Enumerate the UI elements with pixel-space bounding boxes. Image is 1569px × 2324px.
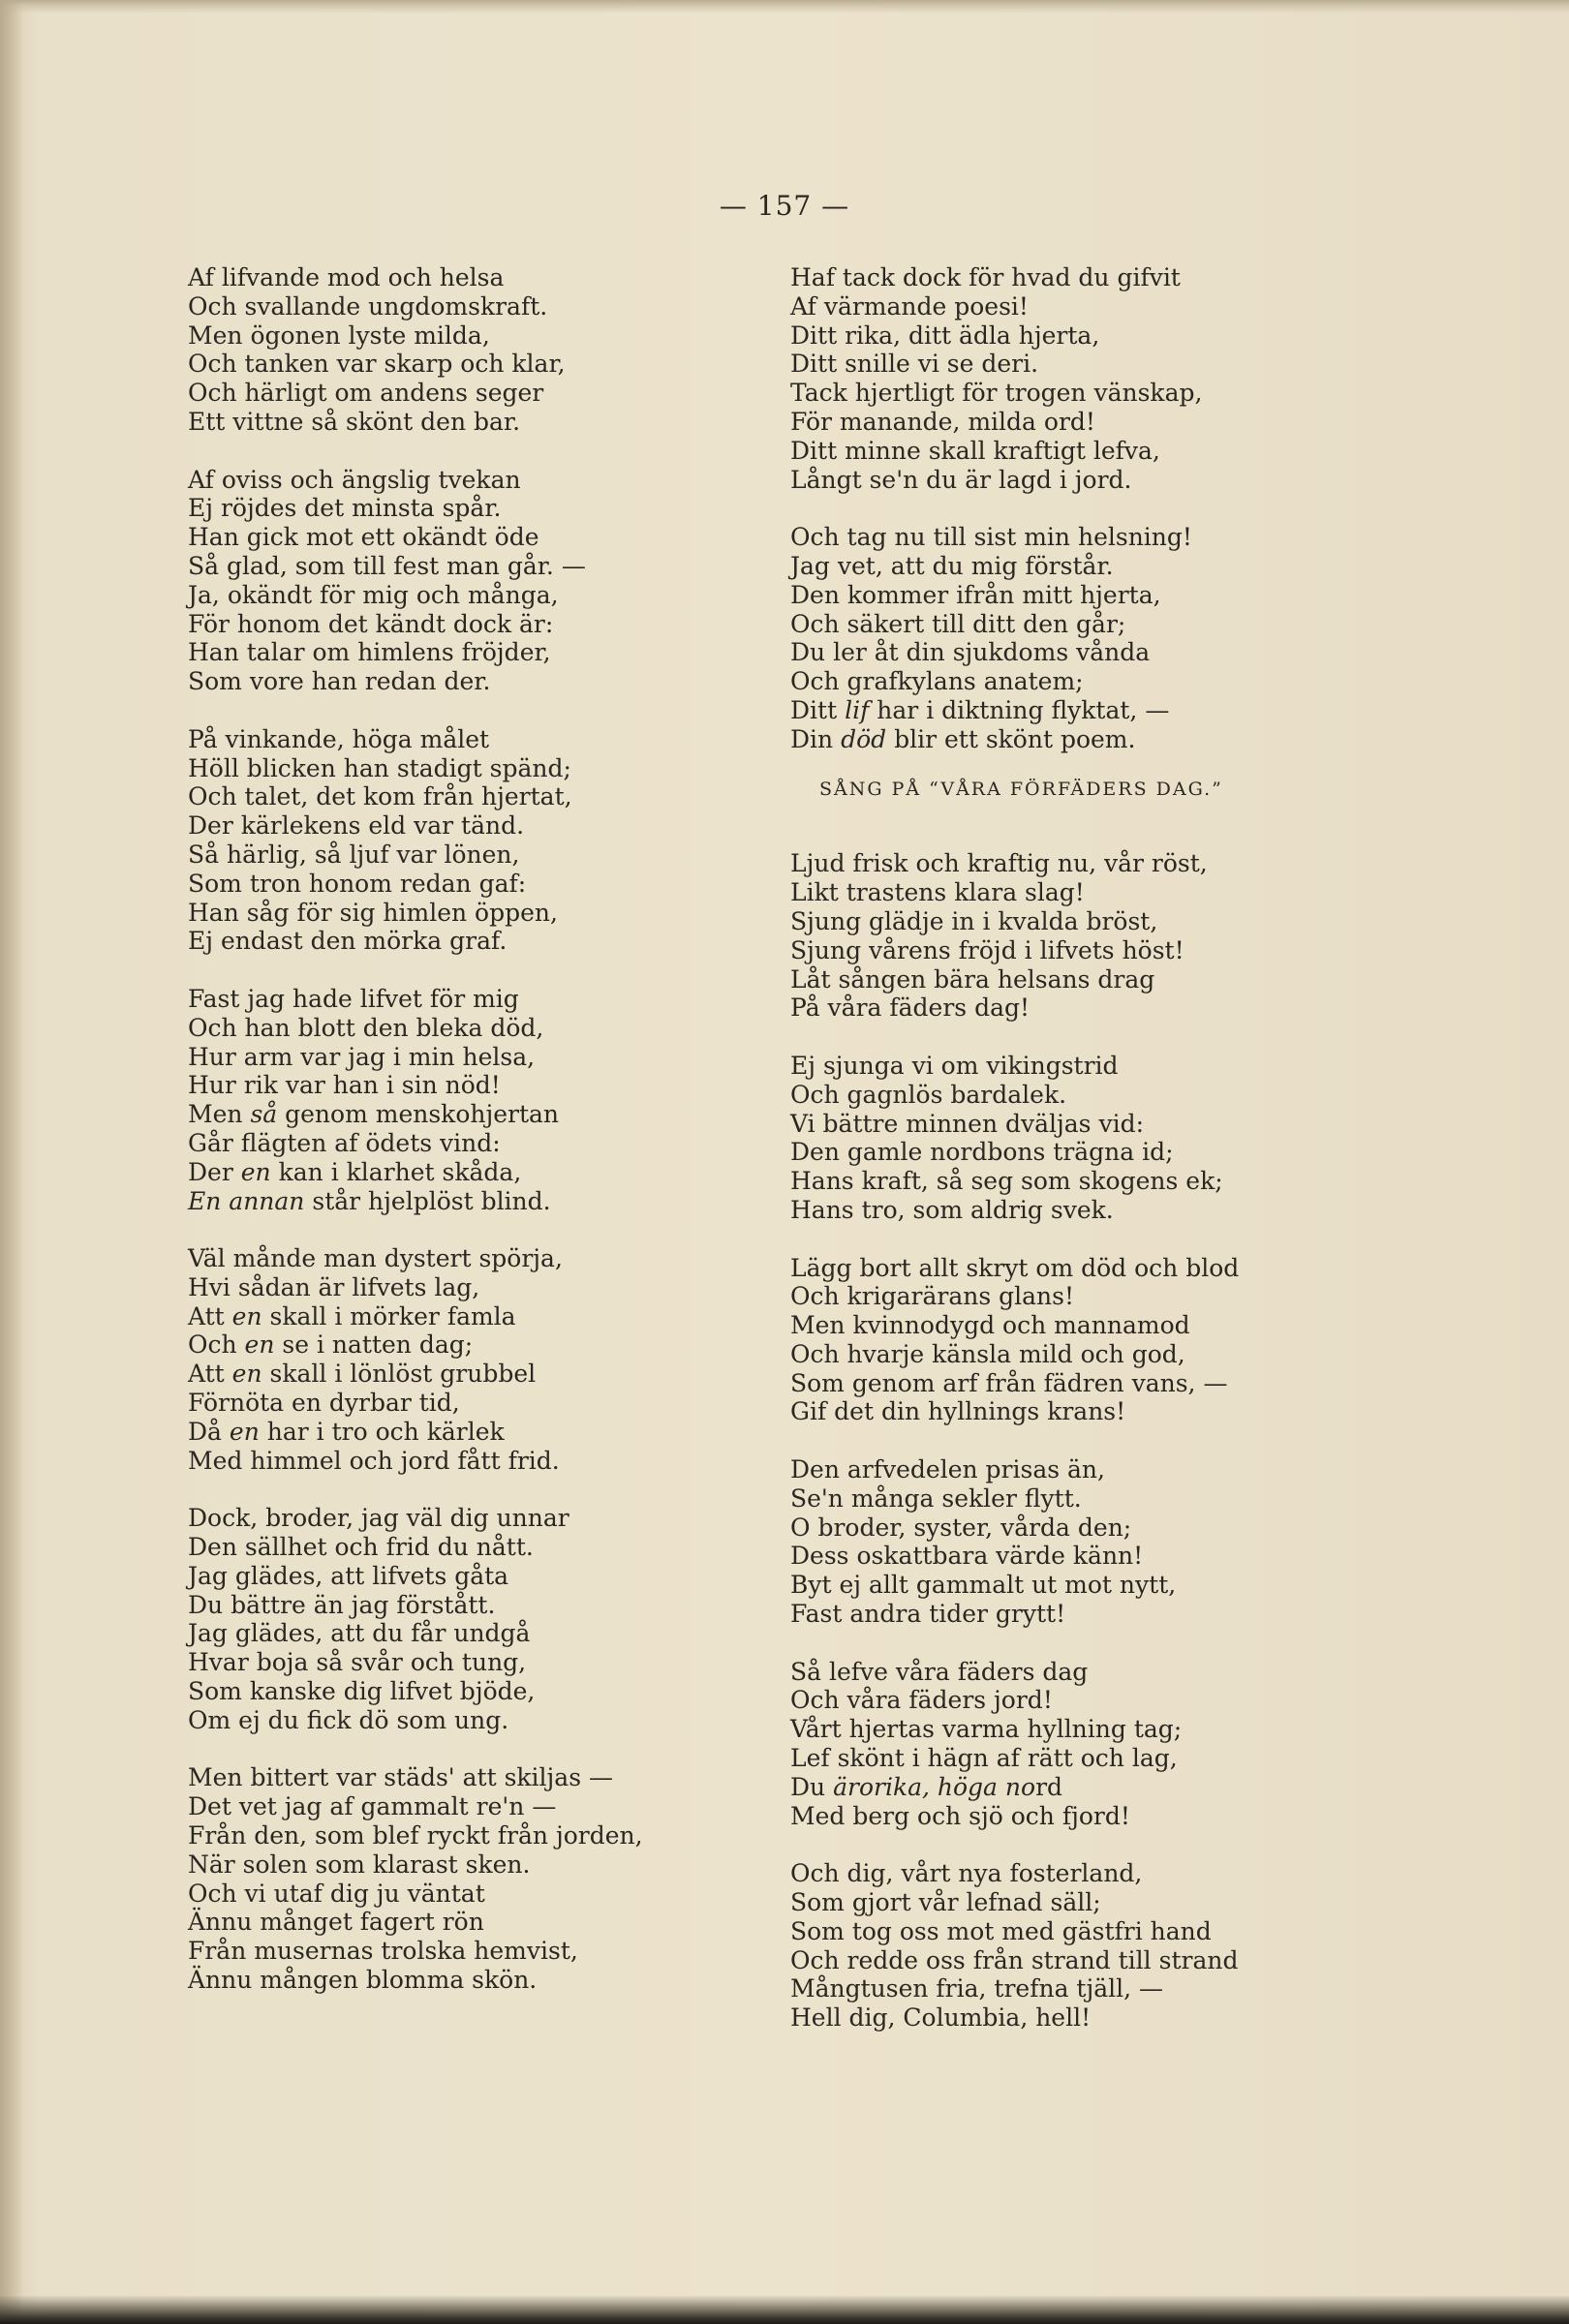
stanza: [790, 1859, 1333, 2033]
poem-line: Den gamle nordbons trägna id;: [790, 1138, 1174, 1167]
poem-line: Och en se i natten dag;: [188, 1330, 474, 1360]
poem-line: Och talet, det kom från hjertat,: [188, 782, 572, 811]
poem-line: O broder, syster, vårda den;: [790, 1513, 1132, 1542]
poem-line: Den sällhet och frid du nått.: [188, 1533, 534, 1562]
poem-line: Det vet jag af gammalt re'n —: [188, 1792, 557, 1821]
poem-line: Sjung glädje in i kvalda bröst,: [790, 906, 1158, 935]
poem-line: Fast jag hade lifvet för mig: [188, 984, 519, 1013]
poem-ending: [790, 263, 1333, 754]
poem-line: Ljud frisk och kraftig nu, vår röst,: [790, 849, 1208, 878]
poem-line: Men så genom menskohjertan: [188, 1100, 560, 1129]
page-top-edge: [0, 0, 1569, 14]
poem-line: Vi bättre minnen dväljas vid:: [790, 1109, 1145, 1138]
poem-line: Och krigarärans glans!: [790, 1282, 1075, 1311]
poem-line: Och gagnlös bardalek.: [790, 1080, 1067, 1109]
stanza: [188, 725, 750, 956]
poem-line: Med himmel och jord fått frid.: [188, 1446, 560, 1475]
poem-line: Från musernas trolska hemvist,: [188, 1937, 578, 1966]
poem-line: Som tog oss mot med gästfri hand: [790, 1916, 1212, 1945]
poem-line: Och redde oss från strand till strand: [790, 1945, 1239, 1974]
poem-line: Som genom arf från fädren vans, —: [790, 1368, 1228, 1397]
poem-line: Af lifvande mod och helsa: [188, 263, 505, 291]
poem-line: När solen som klarast sken.: [188, 1850, 531, 1879]
poem-line: Och han blott den bleka död,: [188, 1013, 544, 1042]
poem-line: Hvar boja så svår och tung,: [188, 1648, 527, 1677]
stanza: [188, 1504, 750, 1734]
poem-line: Och vi utaf dig ju väntat: [188, 1879, 485, 1908]
poem-line: Han såg för sig himlen öppen,: [188, 898, 558, 927]
song-poem: [790, 849, 1333, 2033]
poem-line: Ditt rika, ditt ädla hjerta,: [790, 321, 1100, 350]
poem-line: Den arfvedelen prisas än,: [790, 1455, 1105, 1484]
poem-line: Men bittert var städs' att skiljas —: [188, 1763, 613, 1792]
poem-line: Du bättre än jag förstått.: [188, 1590, 496, 1619]
poem-line: Som gjort vår lefnad säll;: [790, 1888, 1101, 1917]
poem-line: Ännu mången blomma skön.: [188, 1966, 538, 1995]
poem-line: Den kommer ifrån mitt hjerta,: [790, 580, 1161, 609]
stanza: [188, 1244, 750, 1475]
poem-line: Ej endast den mörka graf.: [188, 927, 508, 956]
poem-line: Och våra fäders jord!: [790, 1686, 1053, 1715]
poem-line: Att en skall i mörker famla: [188, 1301, 516, 1330]
poem-line: Der kärlekens eld var tänd.: [188, 811, 525, 841]
poem-line: Af värmande poesi!: [790, 291, 1029, 321]
poem-line: Din död blir ett skönt poem.: [790, 724, 1136, 753]
poem-line: En annan står hjelplöst blind.: [188, 1186, 551, 1215]
page-binding-shadow: [0, 0, 23, 2324]
poem-line: Lef skönt i hägn af rätt och lag,: [790, 1744, 1178, 1773]
poem-line: Haf tack dock för hvad du gifvit: [790, 263, 1181, 291]
poem-line: Du ler åt din sjukdoms vånda: [790, 638, 1151, 667]
poem-line: Men ögonen lyste milda,: [188, 321, 490, 350]
poem-line: Mångtusen fria, trefna tjäll, —: [790, 1974, 1164, 2003]
poem-line: Han gick mot ett okändt öde: [188, 523, 539, 552]
poem-line: Hell dig, Columbia, hell!: [790, 2003, 1092, 2033]
poem-line: Hans kraft, så seg som skogens ek;: [790, 1167, 1223, 1196]
poem-line: Och säkert till ditt den går;: [790, 609, 1126, 638]
stanza: [790, 1455, 1333, 1629]
poem-line: Väl månde man dystert spörja,: [188, 1244, 563, 1273]
poem-line: Jag glädes, att du får undgå: [188, 1619, 531, 1648]
poem-line: Se'n många sekler flytt.: [790, 1483, 1082, 1513]
stanza: [790, 1658, 1333, 1831]
poem-line: Fast andra tider grytt!: [790, 1600, 1066, 1629]
poem-line: Dock, broder, jag väl dig unnar: [188, 1504, 569, 1533]
stanza: [790, 849, 1333, 1023]
stanza: [790, 523, 1333, 753]
poem-line: Låt sången bära helsans drag: [790, 964, 1155, 994]
poem-line: Så glad, som till fest man går. —: [188, 551, 586, 580]
poem-line: Ditt minne skall kraftigt lefva,: [790, 436, 1160, 465]
page-bottom-edge: [0, 2295, 1569, 2324]
poem-line: På våra fäders dag!: [790, 994, 1031, 1023]
poem-line: Hur rik var han i sin nöd!: [188, 1071, 501, 1100]
poem-line: För manande, milda ord!: [790, 407, 1095, 436]
poem-line: Som kanske dig lifvet bjöde,: [188, 1677, 536, 1706]
poem-line: Du ärorika, höga nord: [790, 1772, 1063, 1801]
poem-line: Byt ej allt gammalt ut mot nytt,: [790, 1571, 1177, 1600]
poem-line: Men kvinnodygd och mannamod: [790, 1311, 1190, 1340]
poem-line: Jag glädes, att lifvets gåta: [188, 1561, 509, 1590]
poem-line: Och hvarje känsla mild och god,: [790, 1339, 1185, 1368]
poem-line: Som vore han redan der.: [188, 667, 491, 696]
poem-line: Så lefve våra fäders dag: [790, 1657, 1089, 1686]
poem-line: Af oviss och ängslig tvekan: [188, 465, 521, 494]
poem-line: Att en skall i lönlöst grubbel: [188, 1360, 537, 1389]
right-column: [790, 263, 1333, 2033]
poem-line: Hvi sådan är lifvets lag,: [188, 1272, 480, 1301]
poem-line: Och tag nu till sist min helsning!: [790, 523, 1192, 552]
poem-line: Tack hjertligt för trogen vänskap,: [790, 379, 1203, 408]
poem-line: Med berg och sjö och fjord!: [790, 1801, 1130, 1830]
poem-line: Om ej du fick dö som ung.: [188, 1705, 509, 1734]
poem-line: Dess oskattbara värde känn!: [790, 1542, 1144, 1571]
poem-line: Gif det din hyllnings krans!: [790, 1397, 1126, 1426]
poem-line: Långt se'n du är lagd i jord.: [790, 465, 1132, 494]
poem-line: Som tron honom redan gaf:: [188, 869, 527, 898]
poem-line: För honom det kändt dock är:: [188, 609, 554, 638]
stanza: [790, 1052, 1333, 1225]
poem-line: Så härlig, så ljuf var lönen,: [188, 840, 520, 869]
poem-line: Och grafkylans anatem;: [790, 667, 1084, 696]
stanza: [790, 1254, 1333, 1427]
poem-line: Och tanken var skarp och klar,: [188, 350, 566, 379]
poem-line: Jag vet, att du mig förstår.: [790, 551, 1114, 580]
poem-line: Från den, som blef ryckt från jorden,: [188, 1821, 643, 1850]
poem-line: Der en kan i klarhet skåda,: [188, 1157, 522, 1186]
poem-line: Ditt snille vi se deri.: [790, 350, 1039, 379]
poem-line: Ej röjdes det minsta spår.: [188, 494, 502, 523]
poem-line: Och dig, vårt nya fosterland,: [790, 1859, 1143, 1888]
poem-line: Och svallande ungdomskraft.: [188, 291, 548, 321]
poem-line: Hans tro, som aldrig svek.: [790, 1195, 1114, 1224]
poem-line: Sjung vårens fröjd i lifvets höst!: [790, 935, 1184, 964]
poem-line: På vinkande, höga målet: [188, 724, 490, 753]
poem-line: Då en har i tro och kärlek: [188, 1417, 505, 1446]
poem-line: Ännu månget fagert rön: [188, 1908, 484, 1937]
stanza: [188, 985, 750, 1215]
stanza: [188, 263, 750, 437]
poem-line: Likt trastens klara slag!: [790, 878, 1085, 907]
left-column: [188, 263, 750, 1995]
stanza: [188, 466, 750, 696]
poem-line: Ett vittne så skönt den bar.: [188, 407, 521, 436]
stanza: [188, 1763, 750, 1994]
poem-line: Hur arm var jag i min helsa,: [188, 1042, 536, 1071]
poem-line: Går flägten af ödets vind:: [188, 1128, 501, 1157]
poem-line: Ditt lif har i diktning flyktat, —: [790, 695, 1170, 724]
poem-line: Ja, okändt för mig och många,: [188, 580, 559, 609]
poem-line: Förnöta en dyrbar tid,: [188, 1389, 460, 1418]
poem-line: Han talar om himlens fröjder,: [188, 638, 551, 667]
poem-line: Vårt hjertas varma hyllning tag;: [790, 1715, 1183, 1744]
poem-line: Och härligt om andens seger: [188, 379, 544, 408]
poem-line: Höll blicken han stadigt spänd;: [188, 753, 571, 782]
stanza: [790, 263, 1333, 494]
page-number: — 157 —: [719, 190, 850, 222]
poem-line: Ej sjunga vi om vikingstrid: [790, 1051, 1119, 1080]
song-title: SÅNG PÅ “VÅRA FÖRFÄDERS DAG.”: [819, 778, 1223, 800]
poem-line: Lägg bort allt skryt om död och blod: [790, 1253, 1240, 1282]
